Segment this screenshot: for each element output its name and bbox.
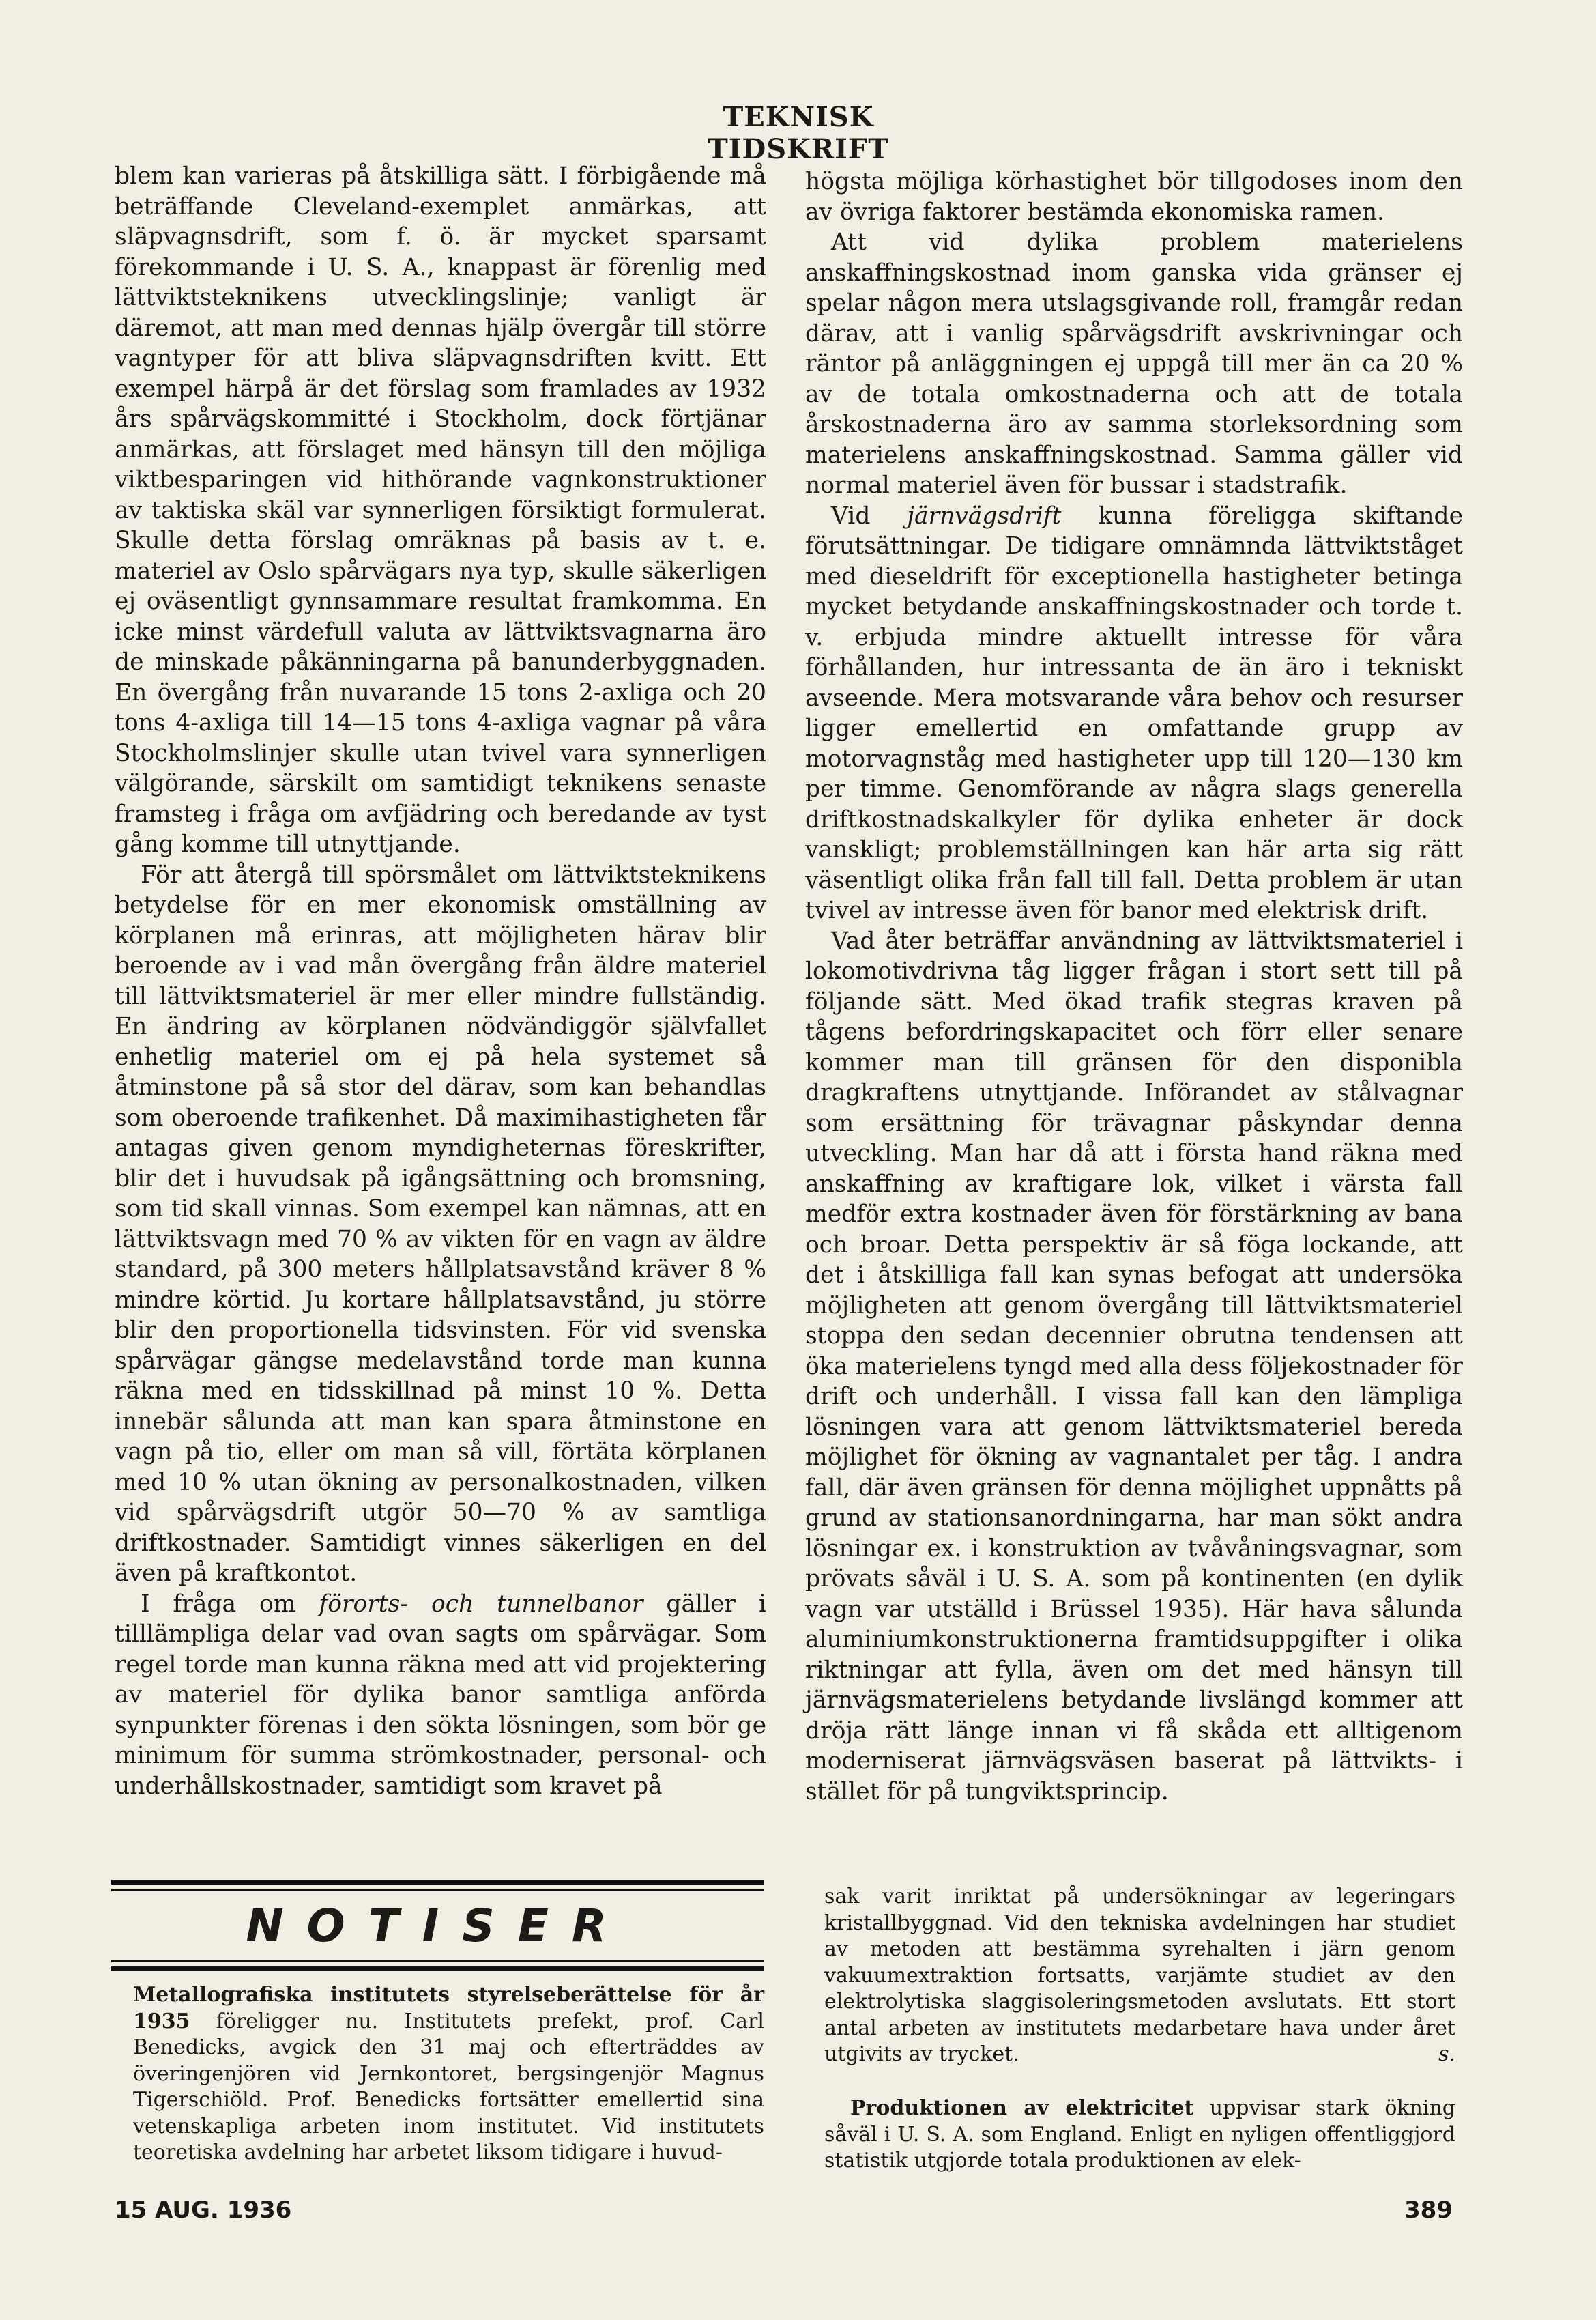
paragraph: blem kan varieras på åtskilliga sätt. I förbigående må beträffande Cleveland-exemplet anmärkas, att släpvagnsdrift, som f. ö. är mycket sparsamt förekommande i U. S. A., knappast är förenlig med lättviktsteknikens utvecklingslinje; vanligt är däremot, att man med dennas hjälp övergår till större vagntyper för att bliva släpvagnsdriften kvitt. Ett exempel härpå är det förslag som framlades av 1932 års spårvägskommitté i Stockholm, dock förtjänar anmärkas, att förslaget med hänsyn till den möjliga viktbesparingen vid hithörande vagnkonstruktioner av taktiska skäl var synnerligen försiktigt formulerat. Skulle detta förslag omräknas på basis av t. e. materiel av Oslo spårvägars nya typ, skulle säkerligen ej oväsentligt gynnsammare resultat framkomma. En icke minst värdefull valuta av lättviktsvagnarna äro de minskade påkänningarna på banunderbyggnaden. En övergång från nuvarande 15 tons 2-axliga och 20 tons 4-axliga till 14—15 tons 4-axliga vagnar på våra Stockholmslinjer skulle utan tvivel vara synnerligen välgörande, särskilt om samtidigt teknikens senaste framsteg i fråga om avfjädring och beredande av tyst gång komme till utnyttjande. bbox=[115, 162, 766, 858]
paragraph-rest: kunna föreligga skiftande förutsättningar. De tidigare omnämnda lättviktståget med dieseldrift för exceptionella hastigheter betinga mycket betydande anskaffningskostnader och torde t. v. erbjuda mindre aktuellt intresse för våra förhållanden, hur intressanta de än äro i tekniskt avseende. Mera motsvarande våra behov och resurser ligger emellertid en omfattande grupp av motorvagnståg med hastigheter upp till 120—130 km per timme. Genomförande av några slags generella driftkostnadskalkyler för dylika enheter är dock vanskligt; problemställningen kan här arta sig rätt väsentligt olika från fall till fall. Detta problem är utan tvivel av intresse även för banor med elektrisk drift. bbox=[805, 502, 1463, 924]
notice-text: uppvisar stark ökning såväl i U. S. A. som England. Enligt en nyligen offentliggjord statistik utgjorde totala produktionen av elek- bbox=[824, 2096, 1456, 2173]
italic-term: förorts- och tunnelbanor bbox=[319, 1590, 643, 1618]
paragraph: För att återgå till spörsmålet om lättviktsteknikens betydelse för en mer ekonomisk omställning av körplanen må erinras, att möjligheten härav blir beroende av i vad mån övergång från äldre materiel till lättviktsmateriel är mer eller mindre fullständig. En ändring av körplanen nödvändiggör självfallet enhetlig materiel om ej på hela systemet så åtminstone på så stor del därav, som kan behandlas som oberoende trafikenhet. Då maximihastigheten får antagas given genom myndigheternas föreskrifter, blir det i huvudsak på igångsättning och bromsning, som tid skall vinnas. Som exempel kan nämnas, att en lättviktsvagn med 70 % av vikten för en vagn av äldre standard, på 300 meters hållplatsavstånd kräver 8 % mindre körtid. Ju kortare hållplatsavstånd, ju större blir den proportionella tidsvinsten. För vid svenska spårvägar gängse medelavstånd torde man kunna räkna med en tidsskillnad på minst 10 %. Detta innebär sålunda att man kan spara åtminstone en vagn på tio, eller om man så vill, förtäta körplanen med 10 % utan ökning av personalkostnaden, vilken vid spårvägsdrift utgör 50—70 % av samtliga driftkostnader. Samtidigt vinnes säkerligen en del även på kraftkontot. bbox=[115, 861, 766, 1587]
notice-paragraph bbox=[824, 1884, 1455, 2068]
notice-text: sak varit inriktat på undersökningar av legeringars kristallbyggnad. Vid den tekniska avdelningen har studiet av metoden att bestämma syrehalten i järn genom vakuumextraktion fortsatts, varjämte studiet av den elektrolytiska slaggisoleringsmetoden avslutats. Ett stort antal arbeten av institutets medarbetare hava under året utgivits av trycket. bbox=[824, 1885, 1455, 2066]
paragraph bbox=[115, 1589, 766, 1802]
issue-date: 15 AUG. 1936 bbox=[115, 2196, 292, 2224]
section-rule bbox=[111, 1966, 764, 1971]
notice-metallografiska-continued bbox=[824, 1884, 1455, 2068]
notice-heading: Produktionen av elektricitet bbox=[850, 2096, 1194, 2120]
notice-paragraph bbox=[133, 1982, 764, 2166]
paragraph: Vad åter beträffar användning av lättviktsmateriel i lokomotivdrivna tåg ligger frågan i stort sett till på följande sätt. Med ökad trafik stegras kraven på tågens befordringskapacitet och förr eller senare kommer man till gränsen för den disponibla dragkraftens utnyttjande. Införandet av stålvagnar som ersättning för trävagnar påskyndar denna utveckling. Man har då att i första hand räkna med anskaffning av kraftigare lok, vilket i värsta fall medför extra kostnader även för förstärkning av bana och broar. Detta perspektiv är så föga lockande, att det i åtskilliga fall kan synas befogat att undersöka möjligheten att genom övergång till lättviktsmateriel stoppa den sedan decennier obrutna tendensen att öka materielens tyngd med alla dess följekostnader för drift och underhåll. I vissa fall kan den lämpliga lösningen vara att genom lättviktsmateriel bereda möjlighet för ökning av vagnantalet per tåg. I andra fall, där även gränsen för denna möjlighet uppnåtts på grund av stationsanordningarna, har man sökt andra lösningar ex. i konstruktion av tvåvåningsvagnar, som prövats såväl i U. S. A. som på kontinenten (en dylik vagn var utställd i Brüssel 1935). Här hava sålunda aluminiumkonstruktionerna framtidsuppgifter i olika riktningar att fylla, även om det med hänsyn till järnvägsmaterielens betydande livslängd kommer att dröja rätt länge innan vi få skåda ett alltigenom moderniserat järnvägsväsen baserat på lättvikts- i stället för på tungviktsprincip. bbox=[805, 927, 1463, 1805]
section-rule bbox=[111, 1889, 764, 1891]
running-header: TEKNISK TIDSKRIFT bbox=[708, 101, 889, 165]
notice-produktionen bbox=[824, 2095, 1455, 2175]
section-title: NOTISER bbox=[246, 1900, 630, 1952]
paragraph bbox=[805, 501, 1463, 926]
paragraph: högsta möjliga körhastighet bör tillgodoses inom den av övriga faktorer bestämda ekonomiska ramen. bbox=[805, 168, 1463, 226]
right-text-column bbox=[805, 167, 1463, 1807]
section-rule bbox=[111, 1960, 764, 1962]
italic-term: järnvägsdrift bbox=[907, 502, 1062, 530]
paragraph-lead: Vid bbox=[831, 502, 908, 530]
notice-text: föreligger nu. Institutets prefekt, prof. Carl Benedicks, avgick den 31 maj och efterträddes av överingenjören vid Jernkontoret, bergsingenjör Magnus Tigerschiöld. Prof. Benedicks fortsätter emellertid sina vetenskapliga arbeten inom institutet. Vid institutets teoretiska avdelning har arbetet liksom tidigare i huvud- bbox=[133, 2009, 764, 2164]
left-text-column bbox=[115, 161, 766, 1801]
paragraph-rest: gäller i tilllämpliga delar vad ovan sagts om spårvägar. Som regel torde man kunna räkna med att vid projektering av materiel för dylika banor samtliga anförda synpunkter förenas i den sökta lösningen, som bör ge minimum för summa strömkostnader, personal- och underhållskostnader, samtidigt som kravet på bbox=[115, 1590, 767, 1800]
notice-heading: Metallografiska institutets styrelseberättelse för år 1935 bbox=[133, 1983, 764, 2033]
page-number: 389 bbox=[1404, 2196, 1453, 2224]
notice-signature: s. bbox=[1438, 2042, 1455, 2066]
notice-metallografiska bbox=[133, 1982, 764, 2166]
section-rule bbox=[111, 1880, 764, 1885]
paragraph-lead: I fråga om bbox=[141, 1590, 319, 1618]
notice-paragraph bbox=[824, 2095, 1455, 2175]
paragraph: Att vid dylika problem materielens anskaffningskostnad inom ganska vida gränser ej spelar någon mera utslagsgivande roll, framgår redan därav, att i vanlig spårvägsdrift avskrivningar och räntor på anläggningen ej uppgå till mer än ca 20 % av de totala omkostnaderna och att de totala årskostnaderna äro av samma storleksordning som materielens anskaffningskostnad. Samma gäller vid normal materiel även för bussar i stadstrafik. bbox=[805, 229, 1463, 499]
